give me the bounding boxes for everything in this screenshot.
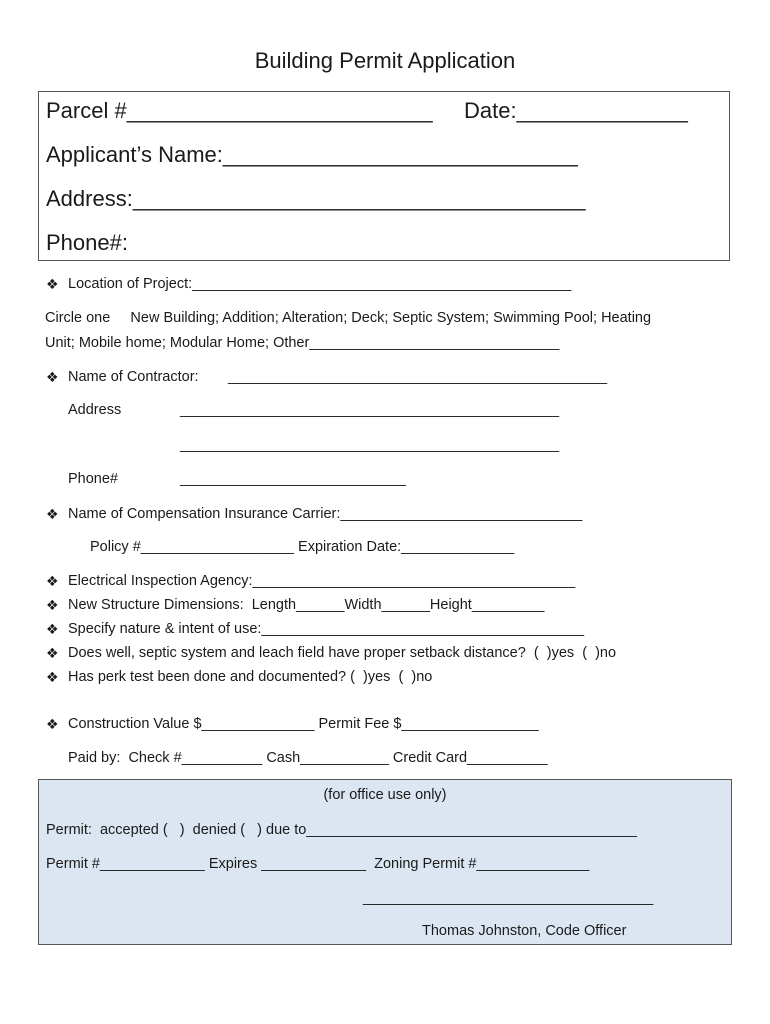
- address-field[interactable]: Address:_____________________________________: [46, 186, 586, 211]
- bullet-icon: ❖: [46, 645, 59, 661]
- project-type-line-2: Unit; Mobile home; Modular Home; Other_______________________________: [45, 335, 560, 351]
- contractor-address-label: Address: [68, 402, 122, 418]
- bullet-icon: ❖: [46, 597, 59, 613]
- parcel-field[interactable]: Parcel #_________________________: [46, 98, 433, 123]
- bullet-icon: ❖: [46, 669, 59, 685]
- bullet-icon: ❖: [46, 506, 59, 522]
- paid-by-field[interactable]: Paid by: Check #__________ Cash___________ Credit Card__________: [68, 750, 548, 766]
- bullet-icon: ❖: [46, 276, 59, 292]
- electrical-agency-field[interactable]: Electrical Inspection Agency:________________________________________: [68, 573, 576, 589]
- permit-status-field[interactable]: Permit: accepted ( ) denied ( ) due to_________________________________________: [46, 822, 637, 838]
- dimensions-field[interactable]: New Structure Dimensions: Length______Width______Height_________: [68, 597, 545, 613]
- applicant-name-field[interactable]: Applicant’s Name:_____________________________: [46, 142, 578, 167]
- bullet-icon: ❖: [46, 716, 59, 732]
- office-use-heading: (for office use only): [323, 787, 447, 803]
- contractor-name-label: Name of Contractor:: [68, 369, 199, 385]
- contractor-phone-label: Phone#: [68, 471, 118, 487]
- bullet-icon: ❖: [46, 573, 59, 589]
- bullet-icon: ❖: [46, 621, 59, 637]
- project-location-field[interactable]: Location of Project:_______________________________________________: [68, 276, 572, 292]
- applicant-info-box: [38, 91, 730, 261]
- construction-value-field[interactable]: Construction Value $______________ Permit Fee $_________________: [68, 716, 539, 732]
- code-officer-name: Thomas Johnston, Code Officer: [422, 923, 627, 939]
- contractor-phone-field[interactable]: ____________________________: [180, 471, 406, 487]
- date-field[interactable]: Date:______________: [464, 98, 688, 123]
- form-title: Building Permit Application: [254, 48, 516, 73]
- insurance-carrier-field[interactable]: Name of Compensation Insurance Carrier:______________________________: [68, 506, 583, 522]
- contractor-address-field-2[interactable]: _______________________________________________: [180, 437, 560, 453]
- project-type-line-1: Circle one New Building; Addition; Alteration; Deck; Septic System; Swimming Pool; Heating: [45, 310, 652, 326]
- phone-field[interactable]: Phone#:: [46, 230, 128, 255]
- contractor-name-field[interactable]: _______________________________________________: [228, 369, 608, 385]
- bullet-icon: ❖: [46, 369, 59, 385]
- perk-test-question[interactable]: Has perk test been done and documented? ( )yes ( )no: [68, 669, 433, 685]
- intent-of-use-field[interactable]: Specify nature & intent of use:________________________________________: [68, 621, 585, 637]
- permit-numbers-field[interactable]: Permit #_____________ Expires _____________ Zoning Permit #______________: [46, 856, 590, 872]
- contractor-address-field-1[interactable]: _______________________________________________: [180, 402, 560, 418]
- policy-field[interactable]: Policy #___________________ Expiration Date:______________: [90, 539, 515, 555]
- office-use-box: [38, 779, 732, 945]
- setback-question[interactable]: Does well, septic system and leach field have proper setback distance? ( )yes ( )no: [68, 645, 617, 661]
- signature-line[interactable]: ____________________________________: [363, 890, 654, 906]
